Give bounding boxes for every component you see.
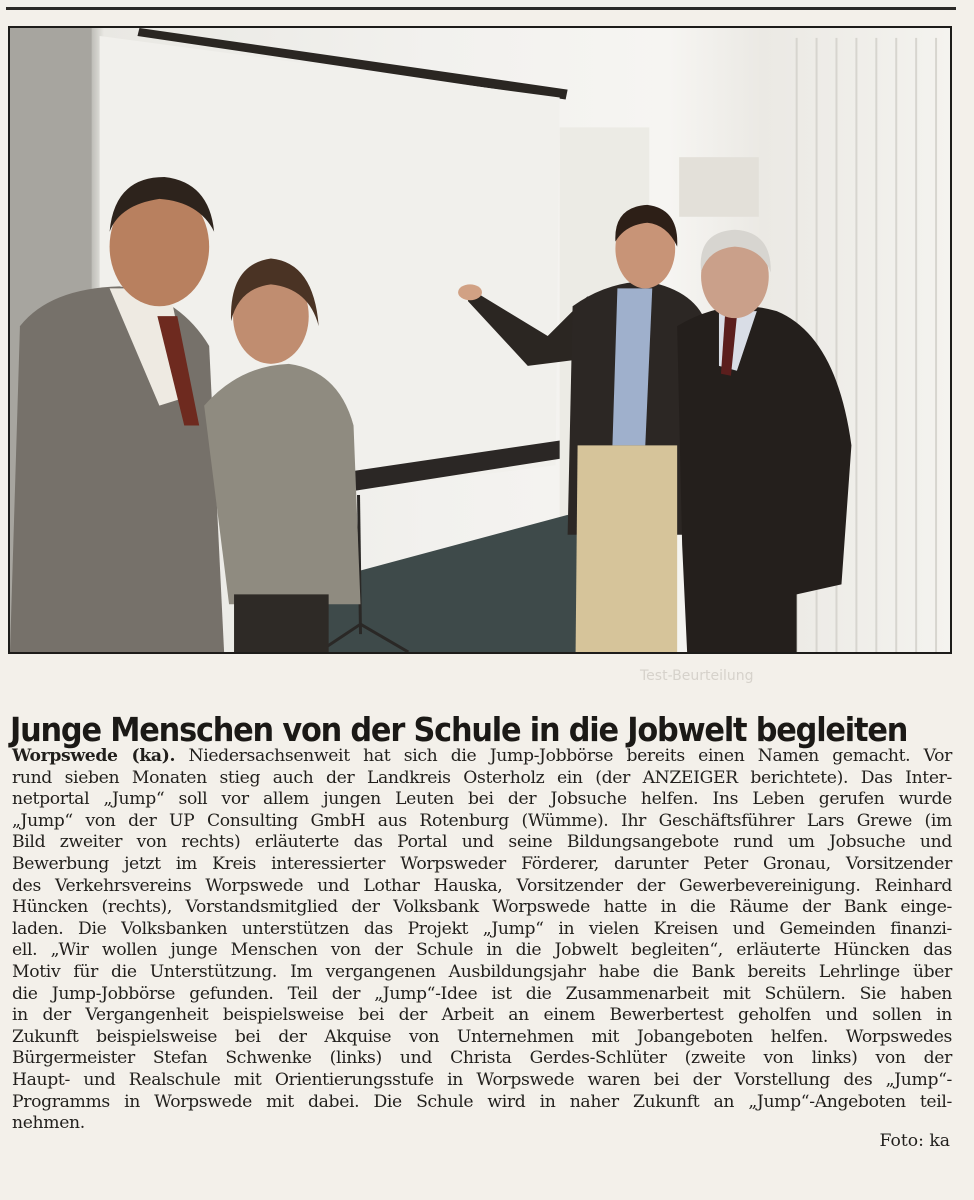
- article-line: rund sieben Monaten stieg auch der Landkreis Osterholz ein (der ANZEIGER berichtete). Das Inter-: [12, 767, 952, 788]
- article-line: Bild zweiter von rechts) erläuterte das Portal und seine Bildungsangebote rund um Jobsuche und: [12, 832, 952, 853]
- article-line: Hüncken (rechts), Vorstandsmitglied der Volksbank Worpswede hatte in die Räume der Bank einge-: [12, 897, 952, 918]
- bleed-through-text: Test-Beurteilung: [640, 668, 754, 684]
- article-line: Bürgermeister Stefan Schwenke (links) und Christa Gerdes-Schlüter (zweite von links) von der: [12, 1048, 952, 1069]
- article-headline: Junge Menschen von der Schule in die Jobwelt begleiten: [10, 710, 908, 750]
- article-line: laden. Die Volksbanken unterstützen das Projekt „Jump“ in vielen Kreisen und Gemeinden finanzi-: [12, 918, 952, 939]
- photo-illustration: [10, 28, 950, 652]
- article-line: in der Vergangenheit beispielsweise bei der Arbeit an einem Bewerbertest geholfen und sollen in: [12, 1005, 952, 1026]
- person-reinhard-huencken: [677, 230, 851, 652]
- window-blind: [679, 157, 759, 217]
- article-line: nehmen.: [12, 1113, 85, 1134]
- article-photo: [8, 26, 952, 654]
- article-line: des Verkehrsvereins Worpswede und Lothar Hauska, Vorsitzender der Gewerbevereinigung. Reinhard: [12, 875, 952, 896]
- top-rule: [6, 7, 956, 10]
- article-line-text: Niedersachsenweit hat sich die Jump-Jobbörse bereits einen Namen gemacht. Vor: [175, 746, 952, 766]
- article-line: Haupt- und Realschule mit Orientierungsstufe in Worpswede waren bei der Vorstellung des „Jump“-: [12, 1069, 952, 1090]
- article-line: „Jump“ von der UP Consulting GmbH aus Rotenburg (Wümme). Ihr Geschäftsführer Lars Grewe (im: [12, 810, 952, 831]
- article-line: Programms in Worpswede mit dabei. Die Schule wird in naher Zukunft an „Jump“-Angeboten teil-: [12, 1091, 952, 1112]
- article-dateline: Worpswede (ka).: [12, 746, 176, 766]
- article-line: ell. „Wir wollen junge Menschen von der Schule in die Jobwelt begleiten“, erläuterte Hüncken das: [12, 940, 952, 961]
- article-line: Motiv für die Unterstützung. Im vergangenen Ausbildungsjahr habe die Bank bereits Lehrlinge über: [12, 961, 952, 982]
- article-line: netportal „Jump“ soll vor allem jungen Leuten bei der Jobsuche helfen. Ins Leben gerufen wurde: [12, 789, 952, 810]
- article-line: Bewerbung jetzt im Kreis interessierter Worpsweder Förderer, darunter Peter Gronau, Vorsitzender: [12, 853, 952, 874]
- article-body: [12, 746, 952, 1135]
- article-line: [12, 746, 952, 768]
- article-line: Zukunft beispielsweise bei der Akquise von Unternehmen mit Jobangeboten helfen. Worpswedes: [12, 1026, 952, 1047]
- article-line: die Jump-Jobbörse gefunden. Teil der „Jump“-Idee ist die Zusammenarbeit mit Schülern. Sie haben: [12, 983, 952, 1004]
- photo-credit: Foto: ka: [879, 1131, 950, 1151]
